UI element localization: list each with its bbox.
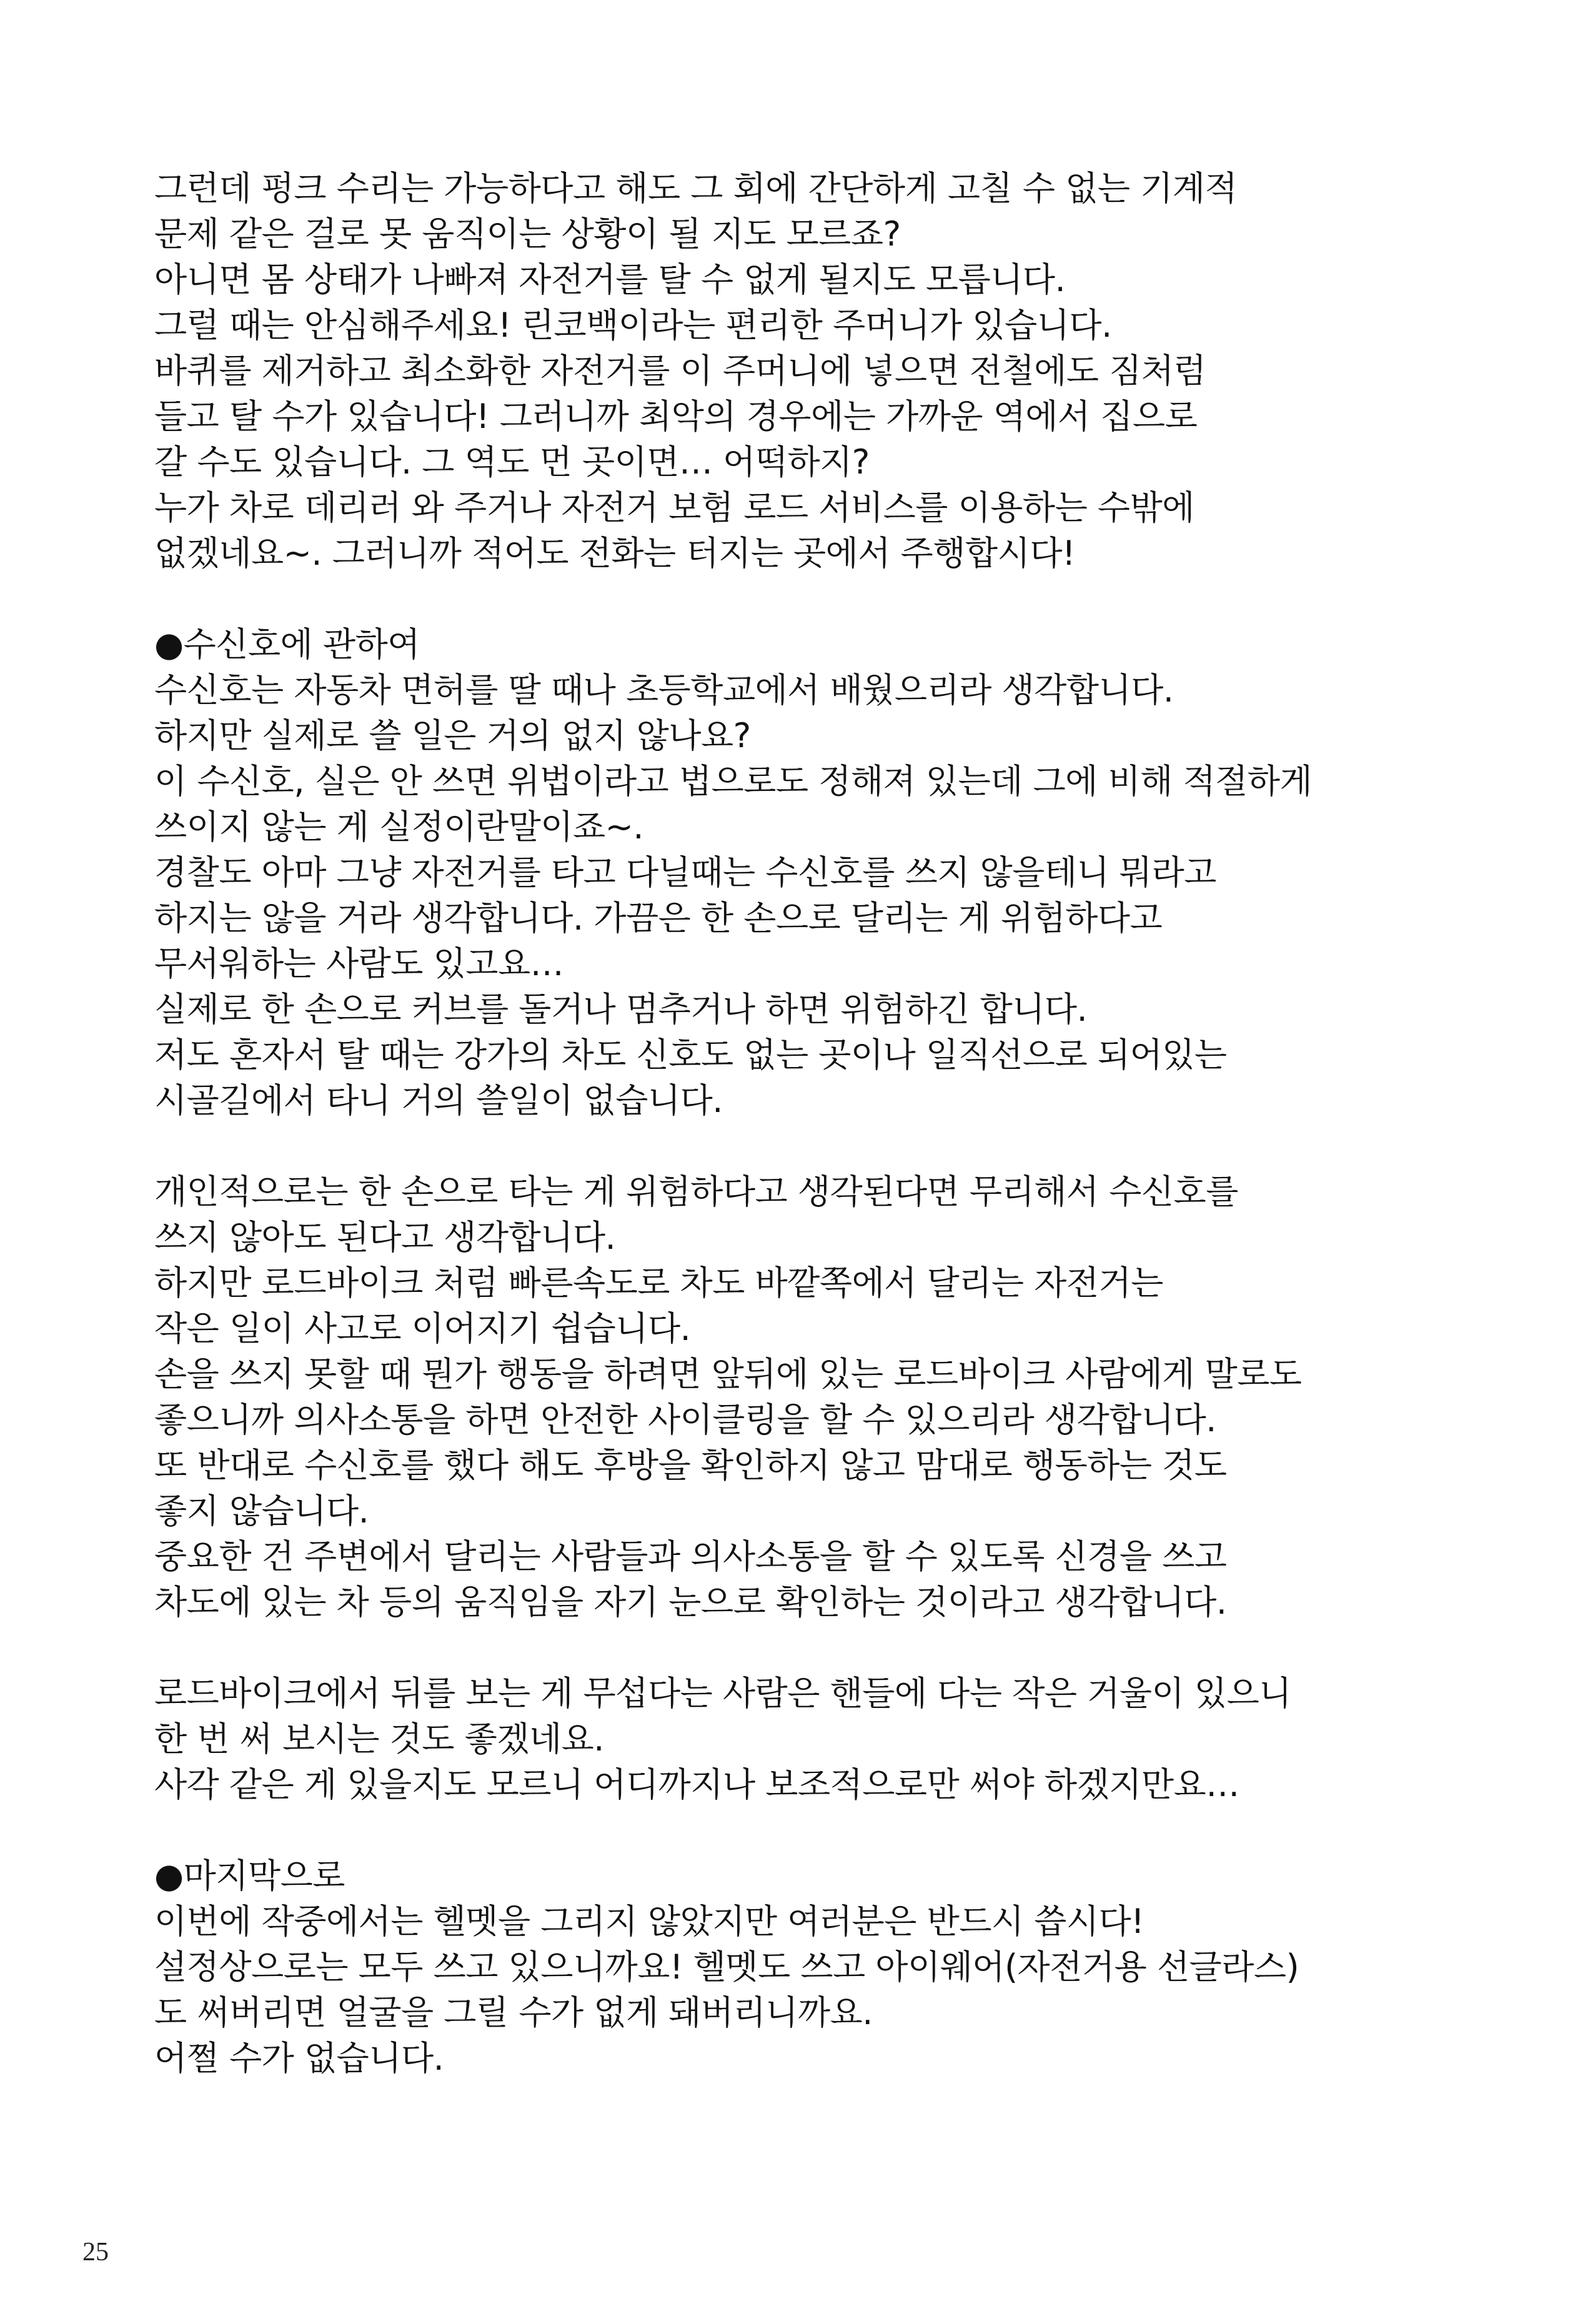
text-line: 실제로 한 손으로 커브를 돌거나 멈추거나 하면 위험하긴 합니다.	[154, 990, 1088, 1029]
text-line: 또 반대로 수신호를 했다 해도 후방을 확인하지 않고 맘대로 행동하는 것도	[154, 1446, 1227, 1485]
text-line: 아니면 몸 상태가 나빠져 자전거를 탈 수 없게 될지도 모릅니다.	[154, 260, 1066, 299]
text-line: 손을 쓰지 못할 때 뭔가 행동을 하려면 앞뒤에 있는 로드바이크 사람에게 말로도	[154, 1354, 1302, 1394]
paragraph-gap	[154, 1625, 1529, 1671]
text-line: 이번에 작중에서는 헬멧을 그리지 않았지만 여러분은 반드시 씁시다!	[154, 1902, 1144, 1941]
text-line: 설정상으로는 모두 쓰고 있으니까요! 헬멧도 쓰고 아이웨어(자전거용 선글라스)	[154, 1947, 1299, 1987]
text-line: 무서워하는 사람도 있고요…	[154, 944, 564, 983]
section-heading-finally: ●마지막으로	[154, 1856, 345, 1895]
text-line: 저도 혼자서 탈 때는 강가의 차도 신호도 없는 곳이나 일직선으로 되어있는	[154, 1035, 1227, 1075]
text-line: 한 번 써 보시는 것도 좋겠네요.	[154, 1719, 604, 1759]
text-line: 누가 차로 데리러 와 주거나 자전거 보험 로드 서비스를 이용하는 수밖에	[154, 488, 1194, 527]
text-line: 하지만 실제로 쓸 일은 거의 없지 않나요?	[154, 716, 751, 755]
text-line: 바퀴를 제거하고 최소화한 자전거를 이 주머니에 넣으면 전철에도 짐처럼	[154, 351, 1206, 390]
page-number: 25	[82, 2238, 109, 2267]
text-line: 좋으니까 의사소통을 하면 안전한 사이클링을 할 수 있으리라 생각합니다.	[154, 1400, 1216, 1439]
text-line: 하지만 로드바이크 처럼 빠른속도로 차도 바깥쪽에서 달리는 자전거는	[154, 1263, 1163, 1303]
text-line: 개인적으로는 한 손으로 타는 게 위험하다고 생각된다면 무리해서 수신호를	[154, 1172, 1238, 1211]
text-line: 하지는 않을 거라 생각합니다. 가끔은 한 손으로 달리는 게 위험하다고	[154, 898, 1163, 938]
text-line: 없겠네요~. 그러니까 적어도 전화는 터지는 곳에서 주행합시다!	[154, 534, 1076, 573]
paragraph-gap	[154, 1123, 1529, 1169]
text-line: 로드바이크에서 뒤를 보는 게 무섭다는 사람은 핸들에 다는 작은 거울이 있으니	[154, 1674, 1291, 1713]
text-line: 이 수신호, 실은 안 쓰면 위법이라고 법으로도 정해져 있는데 그에 비해 적절하게	[154, 762, 1313, 801]
text-line: 들고 탈 수가 있습니다! 그러니까 최악의 경우에는 가까운 역에서 집으로	[154, 397, 1198, 436]
text-line: 차도에 있는 차 등의 움직임을 자기 눈으로 확인하는 것이라고 생각합니다.	[154, 1582, 1227, 1622]
body-text	[154, 166, 1529, 2081]
text-line: 쓰이지 않는 게 실정이란말이죠~.	[154, 807, 644, 847]
text-line: 사각 같은 게 있을지도 모르니 어디까지나 보조적으로만 써야 하겠지만요…	[154, 1765, 1239, 1804]
text-line: 그럴 때는 안심해주세요! 린코백이라는 편리한 주머니가 있습니다.	[154, 305, 1112, 345]
text-line: 작은 일이 사고로 이어지기 쉽습니다.	[154, 1309, 691, 1348]
paragraph-gap	[154, 1807, 1529, 1853]
text-line: 문제 같은 걸로 못 움직이는 상황이 될 지도 모르죠?	[154, 214, 901, 254]
text-line: 쓰지 않아도 된다고 생각합니다.	[154, 1218, 616, 1257]
paragraph-gap	[154, 576, 1529, 622]
text-line: 갈 수도 있습니다. 그 역도 먼 곳이면… 어떡하지?	[154, 442, 870, 482]
text-line: 어쩔 수가 없습니다.	[154, 2038, 444, 2078]
text-line: 중요한 건 주변에서 달리는 사람들과 의사소통을 할 수 있도록 신경을 쓰고	[154, 1537, 1227, 1576]
section-heading-hand-signals: ●수신호에 관하여	[154, 625, 420, 664]
text-line: 경찰도 아마 그냥 자전거를 타고 다닐때는 수신호를 쓰지 않을테니 뭐라고	[154, 853, 1216, 892]
text-line: 도 써버리면 얼굴을 그릴 수가 없게 돼버리니까요.	[154, 1993, 873, 2032]
text-line: 시골길에서 타니 거의 쓸일이 없습니다.	[154, 1081, 723, 1120]
text-line: 그런데 펑크 수리는 가능하다고 해도 그 회에 간단하게 고칠 수 없는 기계적	[154, 169, 1238, 208]
text-line: 수신호는 자동차 면허를 딸 때나 초등학교에서 배웠으리라 생각합니다.	[154, 670, 1174, 710]
text-line: 좋지 않습니다.	[154, 1491, 369, 1531]
